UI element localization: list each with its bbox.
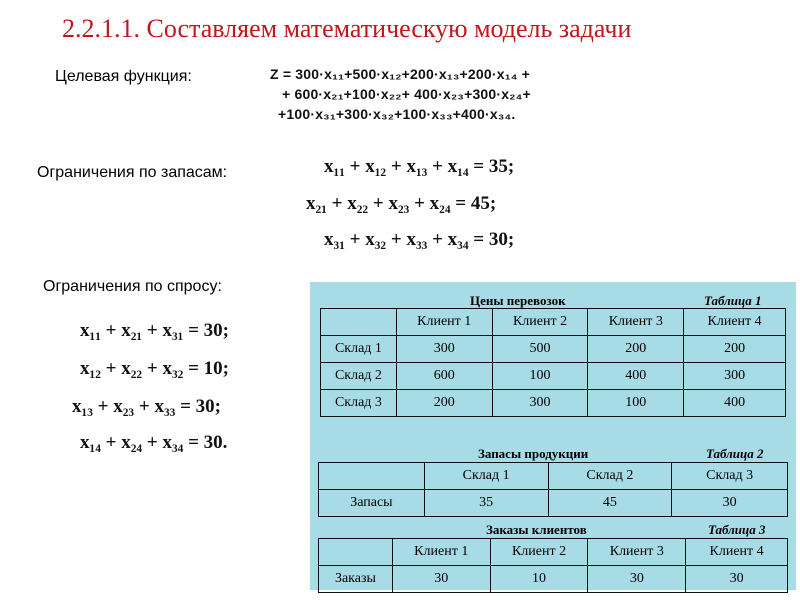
table-header-cell: Склад 3: [672, 463, 788, 490]
table-cell: 500: [492, 336, 588, 363]
shipping-cost-table: [320, 308, 786, 417]
table-cell: 30: [392, 566, 490, 593]
table-header-cell: [319, 539, 393, 566]
table1-caption: Цены перевозок: [470, 293, 566, 308]
table-cell: 30: [588, 566, 686, 593]
table-header-cell: Клиент 4: [684, 309, 786, 336]
table-cell: 35: [424, 490, 548, 517]
table-cell: 300: [684, 363, 786, 390]
demand-constraint: x₁₄ + x₂₄ + x₃₄ = 30.: [80, 432, 228, 453]
table-cell: Заказы: [319, 566, 393, 593]
table-row: [321, 390, 786, 417]
table-header-cell: Клиент 4: [686, 539, 788, 566]
table-cell: 300: [492, 390, 588, 417]
table3-tag: Таблица 3: [708, 522, 766, 537]
objective-line: +100·x₃₁+300·x₃₂+100·x₃₃+400·x₃₄.: [278, 106, 516, 122]
stock-table: [318, 462, 788, 517]
page-title: 2.2.1.1. Составляем математическую модель задачи: [62, 14, 632, 43]
demand-constraint: x₁₂ + x₂₂ + x₃₂ = 10;: [80, 358, 229, 379]
table-header-cell: Клиент 1: [392, 539, 490, 566]
table-header-cell: Склад 1: [424, 463, 548, 490]
table-header-row: [319, 463, 788, 490]
supply-constraint: x₃₁ + x₃₂ + x₃₃ + x₃₄ = 30;: [324, 229, 515, 250]
table-cell: 400: [684, 390, 786, 417]
table-header-cell: Клиент 2: [492, 309, 588, 336]
table-cell: 10: [490, 566, 588, 593]
table-cell: 200: [396, 390, 492, 417]
table-cell: Склад 1: [321, 336, 397, 363]
table-cell: 30: [672, 490, 788, 517]
table-header-cell: Склад 2: [548, 463, 672, 490]
table-cell: 300: [396, 336, 492, 363]
table-header-cell: Клиент 1: [396, 309, 492, 336]
objective-line: + 600·x₂₁+100·x₂₂+ 400·x₂₃+300·x₂₄+: [282, 86, 531, 102]
table-cell: 30: [686, 566, 788, 593]
orders-table: [318, 538, 788, 593]
table-cell: Запасы: [319, 490, 425, 517]
table-cell: 200: [684, 336, 786, 363]
table-header-cell: Клиент 3: [588, 309, 684, 336]
supply-constraint: x₁₁ + x₁₂ + x₁₃ + x₁₄ = 35;: [324, 156, 515, 177]
table2-caption: Запасы продукции: [478, 446, 589, 461]
table-cell: 100: [588, 390, 684, 417]
table-header-row: [321, 309, 786, 336]
table-row: [319, 490, 788, 517]
table-cell: Склад 3: [321, 390, 397, 417]
table-row: [321, 363, 786, 390]
table1-tag: Таблица 1: [704, 293, 762, 308]
supply-constraints-label: Ограничения по запасам:: [37, 164, 228, 181]
table-cell: 400: [588, 363, 684, 390]
table-cell: Склад 2: [321, 363, 397, 390]
table-cell: 45: [548, 490, 672, 517]
table-header-cell: Клиент 2: [490, 539, 588, 566]
supply-constraint: x₂₁ + x₂₂ + x₂₃ + x₂₄ = 45;: [306, 193, 497, 214]
table-cell: 100: [492, 363, 588, 390]
table-header-cell: [319, 463, 425, 490]
demand-constraint: x₁₃ + x₂₃ + x₃₃ = 30;: [72, 396, 221, 417]
demand-constraints-label: Ограничения по спросу:: [43, 278, 222, 295]
table-cell: 200: [588, 336, 684, 363]
table2-tag: Таблица 2: [706, 446, 764, 461]
table-cell: 600: [396, 363, 492, 390]
table3-caption: Заказы клиентов: [486, 522, 587, 537]
demand-constraint: x₁₁ + x₂₁ + x₃₁ = 30;: [80, 320, 229, 341]
table-row: [321, 336, 786, 363]
table-row: [319, 566, 788, 593]
objective-line: Z = 300·x₁₁+500·x₁₂+200·x₁₃+200·x₁₄ +: [270, 66, 531, 82]
table-header-cell: Клиент 3: [588, 539, 686, 566]
objective-label: Целевая функция:: [55, 68, 192, 85]
table-header-cell: [321, 309, 397, 336]
table-header-row: [319, 539, 788, 566]
